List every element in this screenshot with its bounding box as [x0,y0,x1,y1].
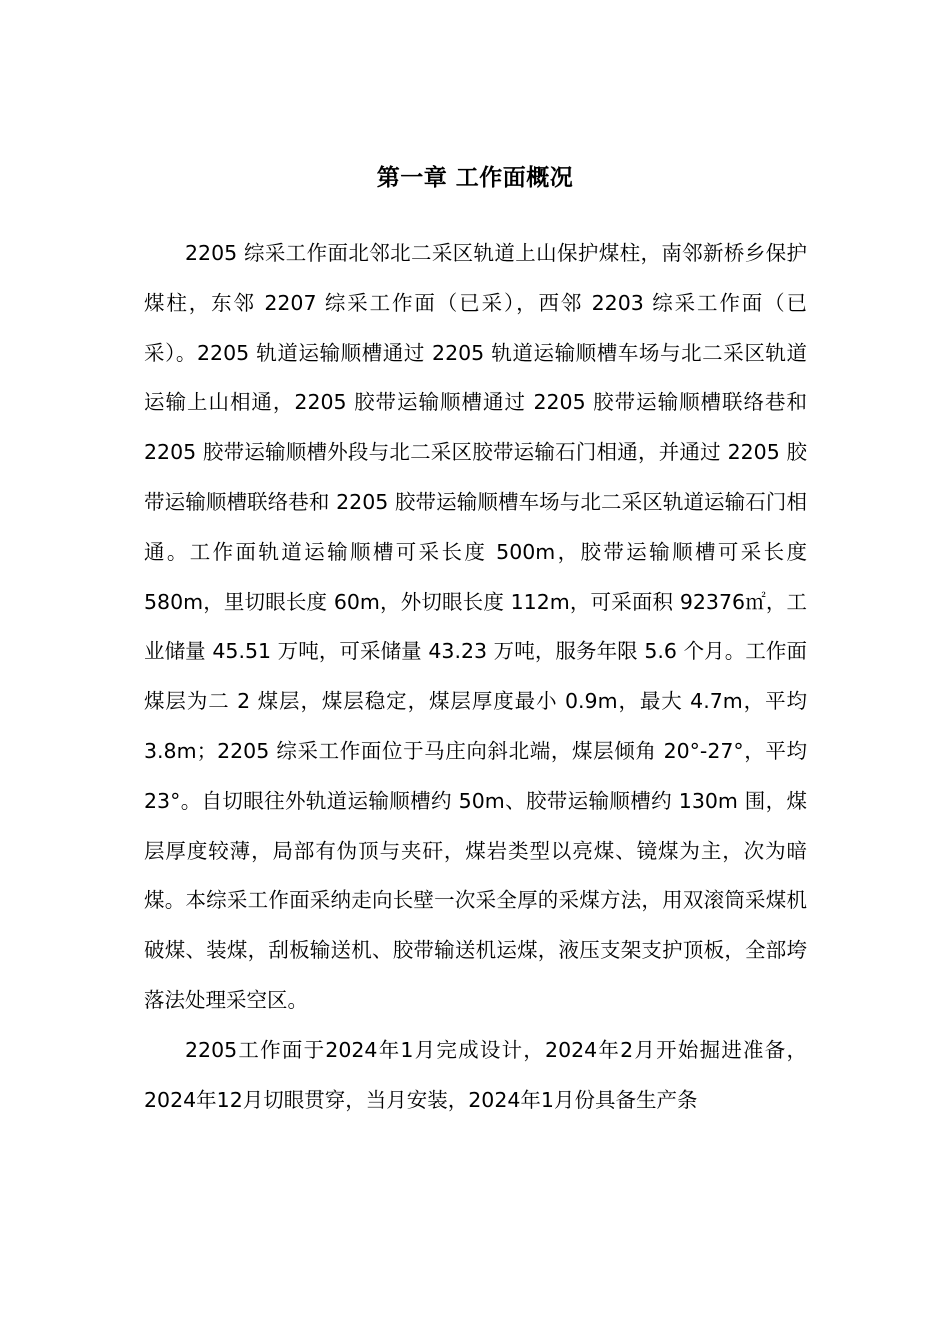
paragraph-2: 2205工作面于2024年1月完成设计，2024年2月开始掘进准备，2024年12月切眼贯穿，当月安装，2024年1月份具备生产条 [144,1037,807,1112]
paragraph-1: 2205 综采工作面北邻北二采区轨道上山保护煤柱，南邻新桥乡保护煤柱，东邻 2207 综采工作面（已采），西邻 2203 综采工作面（已采）。2205 轨道运输顺槽通过 2205 轨道运输顺槽车场与北二采区轨道运输上山相通，2205 胶带运输顺槽通过 2205 胶带运输顺槽联络巷和 2205 胶带运输顺槽外段与北二采区胶带运输石门相通，并通过 2205 胶带运输顺槽联络巷和 2205 胶带运输顺槽车场与北二采区轨道运输石门相通。工作面轨道运输顺槽可采长度 500m，胶带运输顺槽可采长度 580m，里切眼长度 60m，外切眼长度 112m，可采面积 92376㎡，工业储量 45.51 万吨，可采储量 43.23 万吨，服务年限 5.6 个月。工作面煤层为二 2 煤层，煤层稳定，煤层厚度最小 0.9m，最大 4.7m，平均 3.8m；2205 综采工作面位于马庄向斜北端，煤层倾角 20°-27°，平均 23°。自切眼往外轨道运输顺槽约 50m、胶带运输顺槽约 130m 围，煤层厚度较薄，局部有伪顶与夹矸，煤岩类型以亮煤、镜煤为主，次为暗煤。本综采工作面采纳走向长壁一次采全厚的采煤方法，用双滚筒采煤机破煤、装煤，刮板输送机、胶带输送机运煤，液压支架支护顶板，全部垮落法处理采空区。 [144,241,807,1012]
body-text [144,229,807,1125]
chapter-title: 第一章 工作面概况 [376,165,574,191]
